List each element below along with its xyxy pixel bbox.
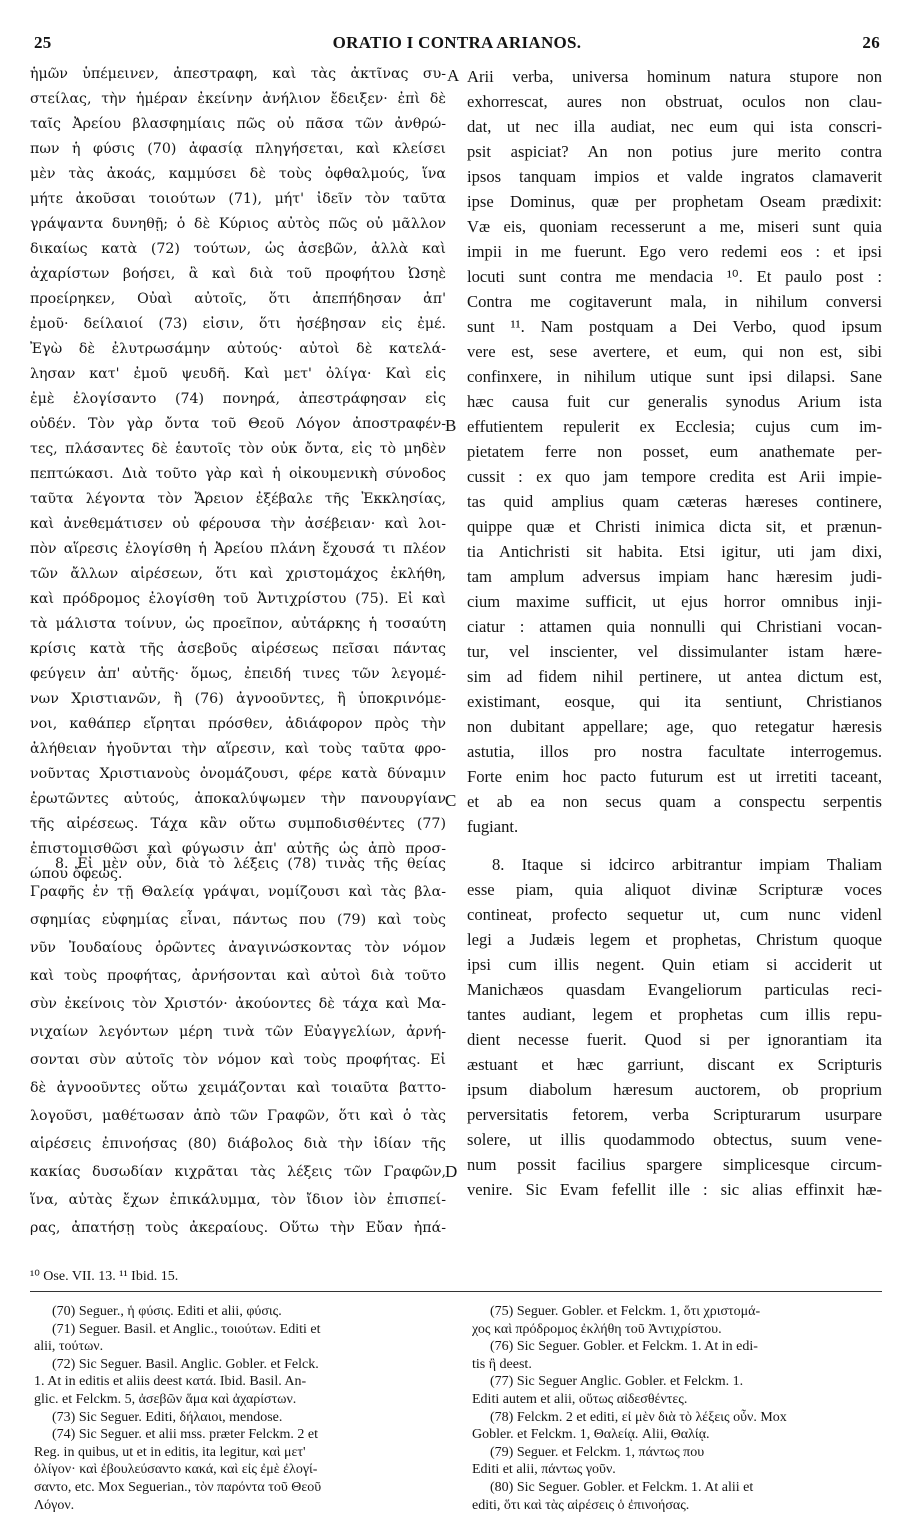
footnote-line: alii, τούτων.	[34, 1339, 104, 1355]
greek-line: τῶν ἄλλων αἱρέσεων, ὅτι καὶ χριστομάχος ἐκλήθη,	[30, 566, 446, 582]
greek-line: δὲ ἀγνοοῦντες οὕτω χειμάζονται καὶ τοιαῦτα βαττο-	[30, 1080, 446, 1096]
footnote-line: (74) Sic Seguer. et alii mss. præter Felckm. 2 et	[52, 1427, 318, 1443]
greek-line: ἡμῶν ὑπέμεινεν, ἀπεστραφη, καὶ τὰς ἀκτῖνας συ-	[30, 66, 446, 82]
footnote-line: Λόγον.	[34, 1497, 75, 1513]
greek-line: σονται σὺν αὐτοῖς τὸν νόμον καὶ τοὺς προφήτας. Εἰ	[30, 1052, 446, 1068]
footnote-line: (71) Seguer. Basil. et Anglic., τοιούτων. Editi et	[52, 1321, 321, 1337]
greek-line: 8. Εἰ μὲν οὖν, διὰ τὸ λέξεις (78) τινὰς τῆς θείας	[55, 856, 446, 872]
greek-line: σὺν ἐκείνοις τὸν Χριστόν· ἀκούοντες δὲ τάχα καὶ Μα-	[30, 996, 446, 1012]
latin-line: ipse Dominus, quæ per prophetam Oseam prædixit:	[467, 192, 882, 211]
latin-line: tas quid amplius quam cæteras hæreses continere,	[467, 492, 882, 511]
scripture-references: ¹⁰ Ose. VII. 13. ¹¹ Ibid. 15.	[30, 1269, 179, 1284]
greek-line: κακίας δυσωδίαν κιχρᾶται τὰς λέξεις τῶν Γραφῶν,	[30, 1164, 446, 1180]
margin-letter-a: A	[447, 66, 460, 85]
running-title: ORATIO I CONTRA ARIANOS.	[332, 33, 582, 52]
footnote-line: editi, ὅτι καὶ τὰς αἱρέσεις ὁ ἐπινοήσας.	[472, 1497, 690, 1513]
greek-line: στείλας, τὴν ἡμέραν ἐκείνην ἀνήλιον ἔδειξεν· ἐπὶ δὲ	[30, 91, 446, 107]
greek-line: ἐρωτῶντες αὐτούς, ἀποκαλύψωμεν τὴν πανουργίαν	[30, 791, 446, 807]
greek-line: φεύγειν ἀπ' αὐτῆς· ὅμως, ἐπειδή τινες τῶν λεγομέ-	[30, 666, 446, 682]
greek-line: λησαν κατ' ἐμοῦ ψευδῆ. Καὶ μετ' ὀλίγα· Καὶ εἰς	[30, 366, 446, 382]
greek-line: ἐμοῦ· δείλαιοί (73) εἰσιν, ὅτι ἠσέβησαν εἰς ἐμέ.	[30, 316, 446, 332]
greek-line: πὸν αἵρεσις ἐλογίσθη ἡ Ἀρείου πλάνη ἔχουσά τι πλέον	[30, 541, 446, 557]
latin-line: cium maxime sufficit, ut ejus horror omnibus inji-	[467, 592, 882, 611]
greek-line: ἀλήθειαν ἡγοῦνται τὴν αἵρεσιν, καὶ τοὺς ταῦτα φρο-	[30, 741, 446, 757]
greek-line: νοῦντας Χριστιανοὺς ὀνομάζουσι, φέρε κατὰ δύναμιν	[30, 766, 446, 782]
margin-letter-b: B	[445, 416, 457, 435]
latin-line: esse piam, quia aliquot divinæ Scripturæ voces	[467, 880, 882, 899]
footnote-line: Editi autem et alii, οὕτως αἰδεσθέντες.	[472, 1391, 688, 1407]
greek-line: μήτε ἀκοῦσαι τοιούτων (71), μήτ' ἰδεῖν τὸν ταῦτα	[30, 191, 446, 207]
greek-line: μὲν τὰς ἀκοάς, καμμύσει δὲ τοὺς ὀφθαλμούς, ἵνα	[30, 166, 446, 182]
latin-line: ipsos tanquam impios et valde ingratos clamaverit	[467, 167, 882, 186]
latin-line: locuti sunt contra me mendacia ¹⁰. Et paulo post :	[467, 267, 882, 286]
greek-line: νοι, καθάπερ εἴρηται πρόσθεν, ἀδιάφορον πρὸς τὴν	[30, 716, 446, 732]
greek-line: ταῦτα λέγοντα τὸν Ἄρειον ἐξέβαλε τῆς Ἐκκλησίας,	[30, 491, 446, 507]
greek-line: ρας, ἀπατήσῃ τοὺς ἀκεραίους. Οὕτω τὴν Εὔαν ἠπά-	[30, 1220, 446, 1236]
greek-line: ώπου ὄφεως.	[30, 866, 123, 882]
latin-line: existimant, eosque, qui ita sentiunt, Christianos	[467, 692, 882, 711]
greek-line: καὶ τοὺς προφήτας, ἀρνήσονται καὶ αὐτοὶ διὰ τοῦτο	[30, 968, 446, 984]
greek-line: ἵνα, αὐτὰς ἔχων ἐπικάλυμμα, τὸν ἴδιον ἰὸν ἐπισπεί-	[30, 1192, 446, 1208]
latin-line: tam amplum adversus impiam hanc hæresim judi-	[467, 567, 882, 586]
greek-line: ἐπιστομισθῶσι καὶ φύγωσιν ἀπ' αὐτῆς ὡς ἀπὸ προσ-	[30, 841, 446, 857]
latin-line: pietatem ferre non posset, eum anathemate per-	[467, 442, 882, 461]
latin-line: exhorrescat, aures non obstruat, oculos non clau-	[467, 92, 882, 111]
latin-line: quippe quæ et Christi inimica dicta sit, et prænun-	[467, 517, 882, 536]
latin-section-8	[467, 852, 882, 1202]
page-number-right: 26	[862, 33, 880, 52]
footnote-line: glic. et Felckm. 5, ἀσεβῶν ἅμα καὶ ἀχαρίστων.	[34, 1391, 297, 1407]
greek-line: νων Χριστιανῶν, ἢ (76) ἀγνοοῦντες, ἢ ὑποκρινόμε-	[30, 691, 446, 707]
footnote-line: ὀλίγον· καὶ ἐβουλεύσαντο κακά, καὶ εἰς ἐμὲ ἐλογί-	[34, 1462, 318, 1478]
greek-line: τες, πλάσαντες δὲ ἑαυτοῖς τὸν οὐκ ὄντα, εἰς τὸ μηδὲν	[30, 441, 446, 457]
latin-line: effutientem repulerit ex Ecclesia; cujus cum im-	[467, 417, 882, 436]
latin-line: impii in me fuerunt. Ego vero redemi eos : et ipsi	[467, 242, 882, 261]
latin-line: hæc causa fuit cur generalis synodus Arium ista	[467, 392, 882, 411]
greek-line: ἐμὲ ἐλογίσαντο (74) πονηρά, ἀπεστράφησαν εἰς	[30, 391, 446, 407]
latin-column-top	[467, 64, 882, 839]
latin-line: Contra me cogitaverunt mala, in nihilum conversi	[467, 292, 882, 311]
greek-line: προείρηκεν, Οὐαὶ αὐτοῖς, ὅτι ἀπεπήδησαν ἀπ'	[30, 291, 446, 307]
latin-line: dient necesse fuerit. Quod si per ignorantiam ita	[467, 1030, 882, 1049]
greek-line: ταῖς Ἀρείου βλασφημίαις πῶς οὐ πᾶσα τῶν ἀνθρώ-	[30, 116, 446, 132]
greek-line: Ἐγὼ δὲ ἐλυτρωσάμην αὐτούς· αὐτοὶ δὲ κατελά-	[30, 341, 446, 357]
footnote-line: (73) Sic Seguer. Editi, δήλαιοι, mendose.	[52, 1409, 283, 1425]
footnote-line: (80) Sic Seguer. Gobler. et Felckm. 1. At alii et	[490, 1479, 754, 1495]
latin-line: vere est, sese avertere, et eum, qui non est, sibi	[467, 342, 882, 361]
latin-line: non dubitant appellare; age, quo retegatur hæresis	[467, 717, 882, 736]
footnote-line: (79) Seguer. et Felckm. 1, πάντως που	[490, 1444, 705, 1460]
greek-column-top	[30, 62, 446, 887]
footnote-line: χος καὶ πρόδρομος ἐκλήθη τοῦ Ἀντιχρίστου.	[472, 1321, 722, 1337]
footnote-rule	[30, 1291, 882, 1292]
latin-line: tantes audiant, legem et prophetas cum illis repu-	[467, 1005, 882, 1024]
margin-letter-d: D	[445, 1162, 458, 1181]
latin-line: sim ad fidem nihil pertinere, ut antea dictum est,	[467, 667, 882, 686]
greek-line: δικαίως κατὰ (72) τούτων, ὡς ἀσεβῶν, ἀλλὰ καὶ	[30, 241, 446, 257]
footnote-line: (78) Felckm. 2 et editi, εἰ μὲν διὰ τὸ λέξεις οὖν. Mox	[490, 1409, 787, 1425]
greek-line: λογοῦσι, μαθέτωσαν ἀπὸ τῶν Γραφῶν, ὅτι καὶ ὁ τὰς	[30, 1108, 446, 1124]
footnote-line: (72) Sic Seguer. Basil. Anglic. Gobler. et Felck.	[52, 1356, 319, 1372]
latin-line: æstuant et hæc garriunt, discant ex Scripturis	[467, 1055, 882, 1074]
greek-line: καὶ πρόδρομος ἐλογίσθη τοῦ Ἀντιχρίστου (75). Εἰ καὶ	[30, 591, 446, 607]
latin-line: ipsum diabolum hæresum auctorem, ob proprium	[467, 1080, 882, 1099]
latin-line: dat, ut nec illa audiat, nec eum qui ista conscri-	[467, 117, 882, 136]
greek-line: τῆς αἱρέσεως. Τάχα κἂν οὕτω συμποδισθέντες (77)	[30, 816, 446, 832]
greek-line: νιχαίων λεγόντων μέρη τινὰ τῶν Εὐαγγελίων, ἀρνή-	[30, 1024, 446, 1040]
footnote-line: (70) Seguer., ἡ φύσις. Editi et alii, φύσις.	[52, 1304, 282, 1319]
greek-line: αἱρέσεις ἐπινοήσας (80) διάβολος διὰ τὴν ἰδίαν τῆς	[30, 1136, 446, 1152]
greek-line: τὰ μάλιστα τοίνυν, ὡς προεῖπον, αὐτάρκης ἡ τοσαύτη	[30, 616, 446, 632]
greek-line: νῦν Ἰουδαίους ὁρῶντες ἀναγινώσκοντας τὸν νόμον	[30, 940, 446, 956]
footnote-line: tis ἢ deest.	[472, 1356, 532, 1372]
footnote-line: 1. At in editis et aliis deest κατά. Ibid. Basil. An-	[34, 1374, 307, 1390]
page-number-left: 25	[34, 33, 52, 52]
footnote-line: (75) Seguer. Gobler. et Felckm. 1, ὅτι χριστομά-	[490, 1304, 761, 1319]
running-header	[34, 33, 880, 57]
footnote-line: Reg. in quibus, ut et in editis, ita legitur, καὶ μετ'	[34, 1444, 306, 1460]
latin-line: tur, vel inscienter, vel dissimulanter istam hære-	[467, 642, 882, 661]
latin-line: tia Antichristi sit habita. Etsi igitur, uti jam dixi,	[467, 542, 882, 561]
greek-line: Γραφῆς ἐν τῇ Θαλείᾳ γράψαι, νομίζουσι καὶ τὰς βλα-	[30, 884, 446, 900]
latin-line: confinxere, in nihilum utique sunt ipsi dilapsi. Sane	[467, 367, 882, 386]
greek-line: γράψαντα δυνηθῇ; ὁ δὲ Κύριος αὐτὸς πῶς οὐ μᾶλλον	[30, 216, 446, 232]
footnotes-left	[34, 1303, 434, 1514]
greek-section-8	[30, 852, 446, 1244]
greek-line: πων ἡ φύσις (70) ἀφασίᾳ πληγήσεται, καὶ κλείσει	[30, 141, 446, 157]
latin-line: perversitatis fetorem, verba Scripturarum usurpare	[467, 1105, 882, 1124]
latin-line: legi a Judæis legem et prophetas, Christum quoque	[467, 930, 882, 949]
greek-line: πεπτώκασι. Διὰ τοῦτο γὰρ καὶ ἡ οἰκουμενικὴ σύνοδος	[30, 466, 446, 482]
greek-line: σφημίας εὐφημίας εἶναι, πάντως που (79) καὶ τοὺς	[30, 912, 446, 928]
latin-line: 8. Itaque si idcirco arbitrantur impiam Thaliam	[492, 855, 882, 874]
greek-line: καὶ ἀνεθεμάτισεν οὐ φέρουσα τὴν ἀσέβειαν· καὶ λοι-	[30, 516, 446, 532]
footnote-line: Editi et alii, πάντως γοῦν.	[472, 1462, 616, 1478]
latin-line: venire. Sic Evam fefellit ille : sic alias effinxit hæ-	[467, 1180, 882, 1199]
footnote-line: Gobler. et Felckm. 1, Θαλείᾳ. Alii, Θαλίᾳ.	[472, 1427, 710, 1443]
latin-line: Manichæos quasdam Evangeliorum particulas reci-	[467, 980, 882, 999]
margin-letter-c: C	[445, 791, 457, 810]
latin-line: cussit : ex quo jam tempore credita est Arii impie-	[467, 467, 882, 486]
latin-line: et ab ea non secus quam a conspectu serpentis	[467, 792, 882, 811]
latin-line: fugiant.	[467, 817, 519, 836]
greek-line: κρίσις κατὰ τῆς ἀσεβοῦς αἱρέσεως πεῖσαι πάντας	[30, 641, 446, 657]
greek-line: οὐδέν. Τὸν γὰρ ὄντα τοῦ Θεοῦ Λόγον ἀποστραφέν-	[30, 416, 446, 432]
latin-line: Forte enim hoc pacto futurum est ut irretiti taceant,	[467, 767, 882, 786]
footnote-line: (76) Sic Seguer. Gobler. et Felckm. 1. At in edi-	[490, 1339, 758, 1355]
latin-line: ipsi cum illis negent. Quin etiam si acciderit ut	[467, 955, 882, 974]
latin-line: psit aspiciat? An non potius jure merito contra	[467, 142, 882, 161]
footnote-line: (77) Sic Seguer Anglic. Gobler. et Felckm. 1.	[490, 1374, 744, 1390]
latin-line: astutia, illos pro nostra facultate interrogemus.	[467, 742, 882, 761]
latin-line: contineat, profecto sequetur ut, cum nunc videnl	[467, 905, 882, 924]
footnotes-right	[472, 1303, 882, 1514]
latin-line: solere, ut illis quodammodo obtectus, suum vene-	[467, 1130, 882, 1149]
latin-line: sunt ¹¹. Nam postquam a Dei Verbo, quod ipsum	[467, 317, 882, 336]
latin-line: Arii verba, universa hominum natura stupore non	[467, 67, 882, 86]
greek-line: ἀχαρίστων βοήσει, ἃ καὶ διὰ τοῦ προφήτου Ὠσηὲ	[30, 266, 446, 282]
footnote-line: σαντο, etc. Mox Seguerian., τὸν παρόντα τοῦ Θεοῦ	[34, 1479, 322, 1495]
latin-line: ciatur : attamen quia nonnulli qui Christiani vocan-	[467, 617, 882, 636]
latin-line: num possit facilius spargere simplicesque circum-	[467, 1155, 882, 1174]
latin-line: Væ eis, quoniam recesserunt a me, miseri sunt quia	[467, 217, 882, 236]
